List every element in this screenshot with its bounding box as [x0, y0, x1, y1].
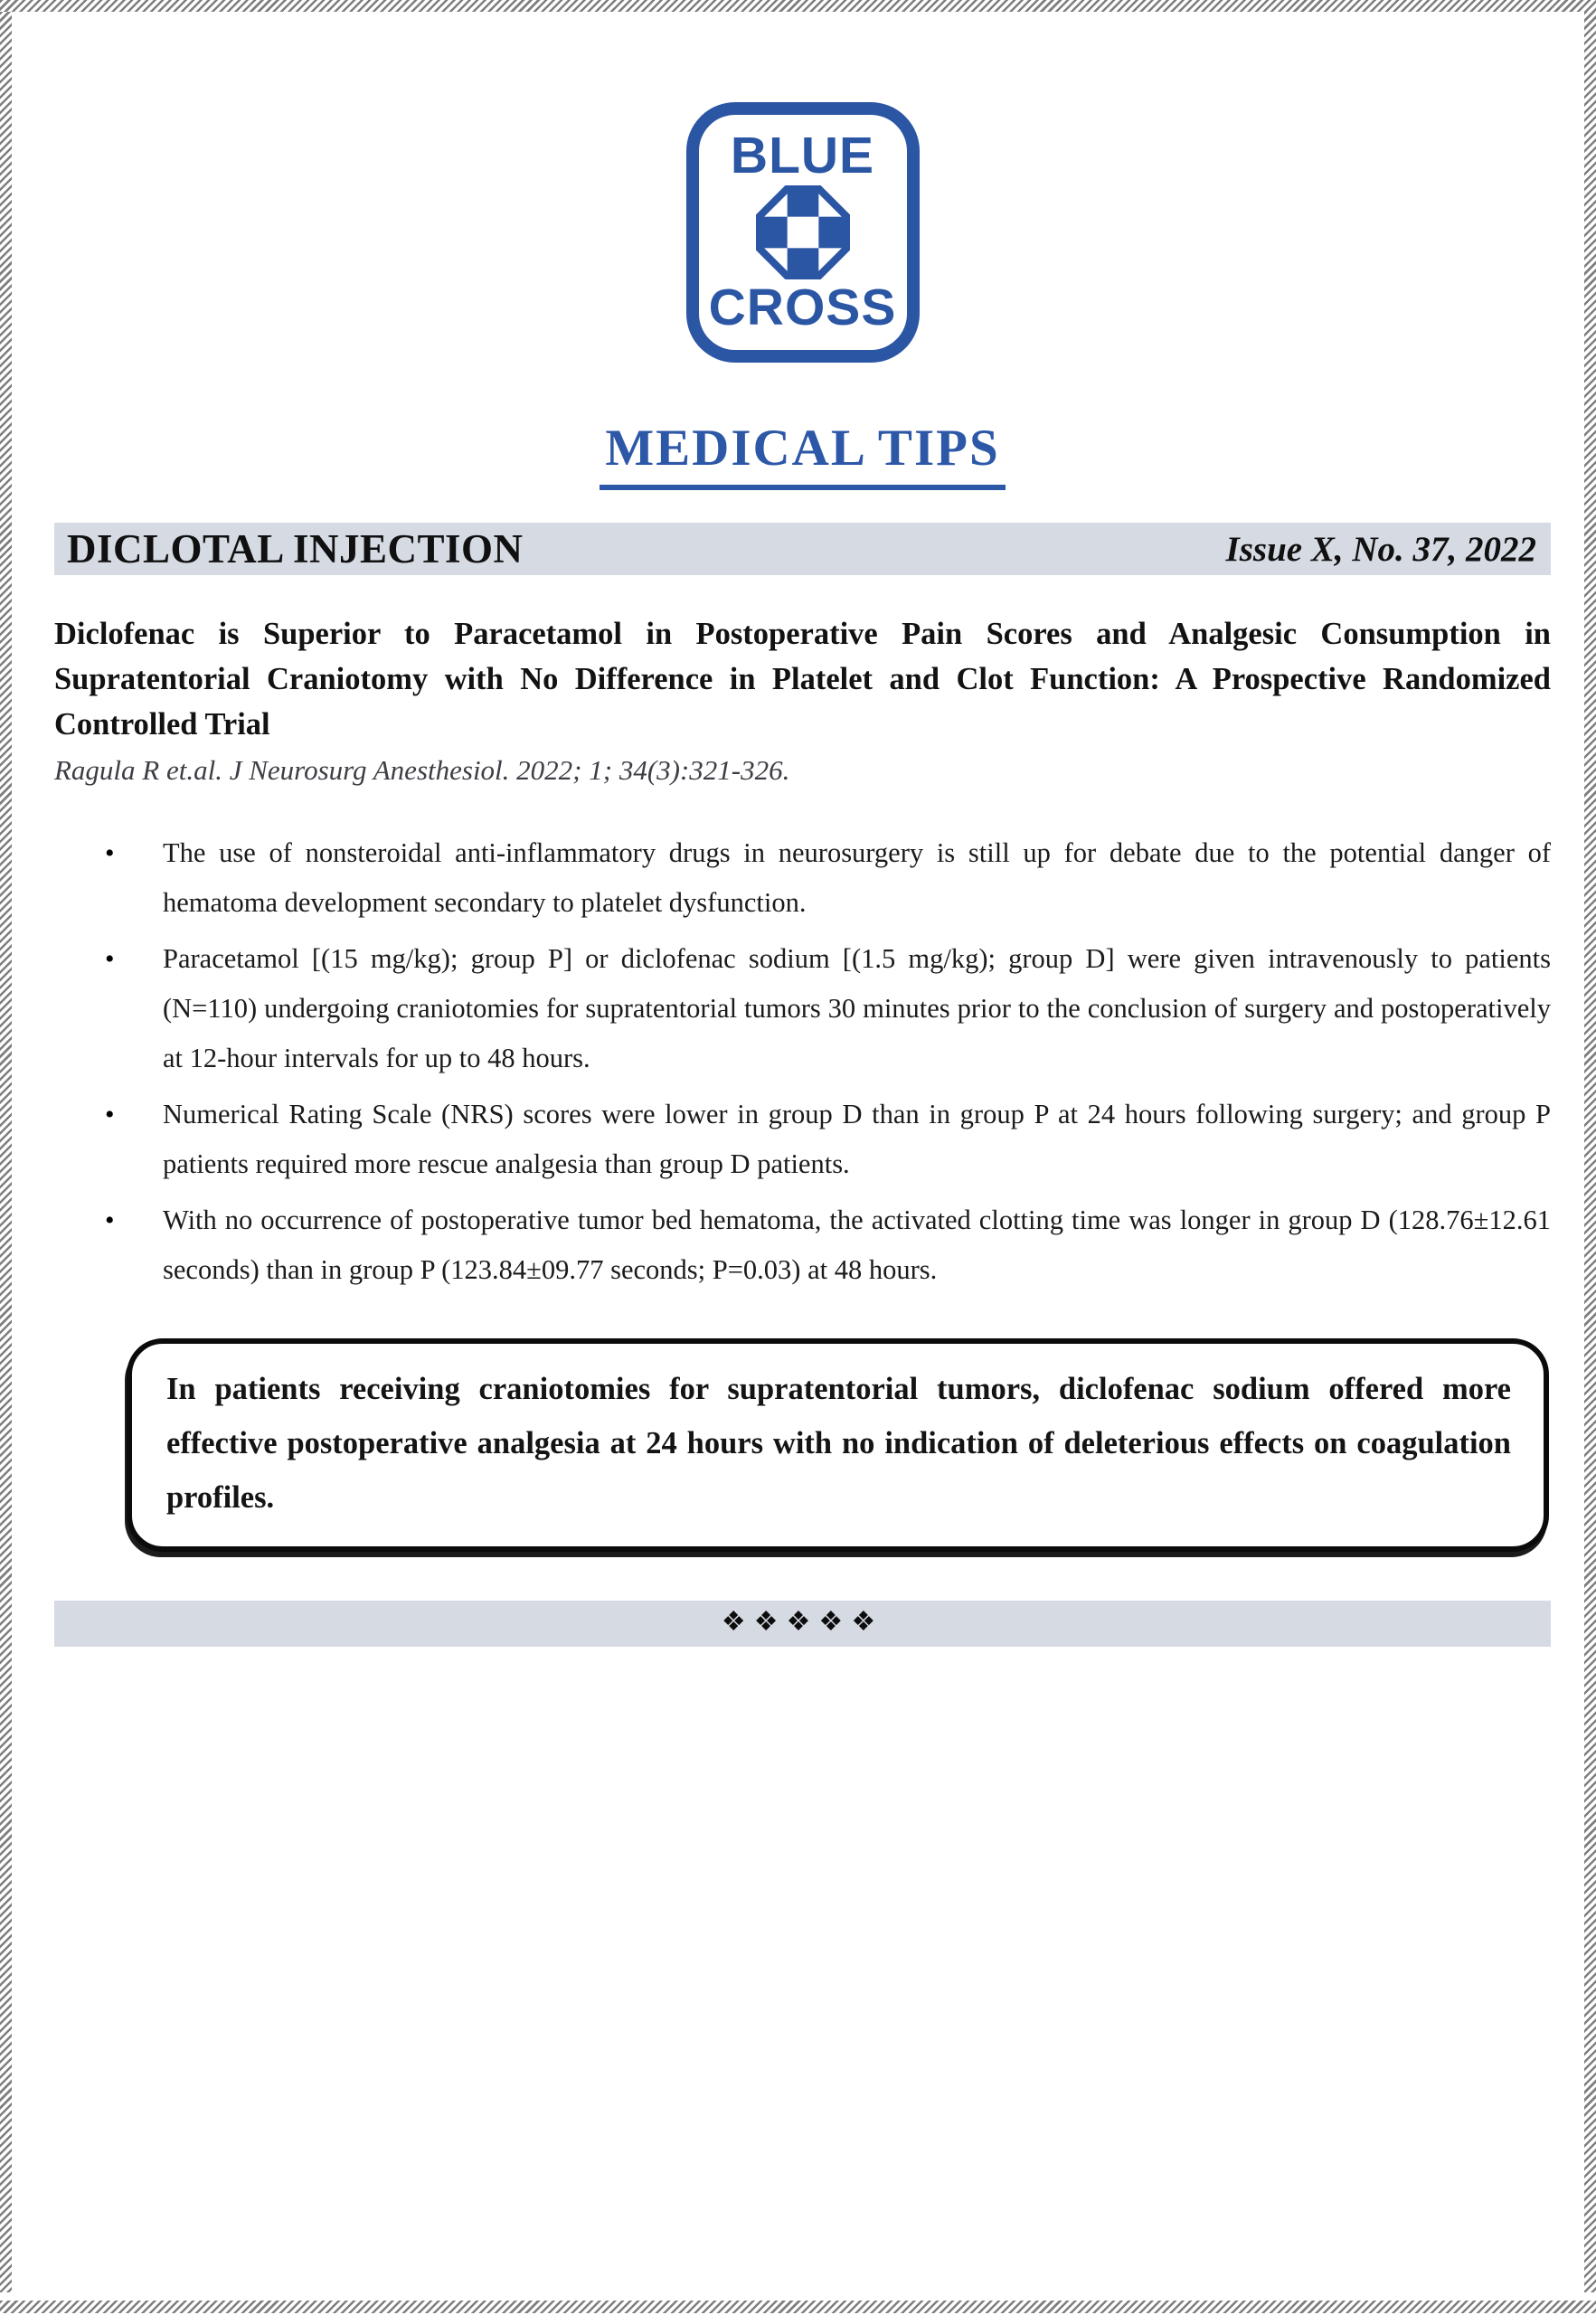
conclusion-text: In patients receiving craniotomies for supratentorial tumors, diclofenac sodium offered more effective postoperative analgesia at 24 hours with no indication of deleterious effects on coagulation profiles.: [166, 1372, 1511, 1515]
bullet-item: [54, 1195, 1551, 1295]
bullet-text: Numerical Rating Scale (NRS) scores were lower in group D than in group P at 24 hours following surgery; and group P patients required more rescue analgesia than group D patients.: [163, 1099, 1551, 1179]
conclusion-box: [127, 1338, 1549, 1552]
product-header-bar: [54, 523, 1551, 575]
striped-border-right: [1584, 12, 1596, 2292]
bullet-icon: •: [105, 838, 115, 868]
article-title: Diclofenac is Superior to Paracetamol in Postoperative Pain Scores and Analgesic Consumption in Supratentorial Craniotomy with No Difference in Platelet and Clot Function: A Prospective Randomized Controlled Trial: [54, 617, 1551, 742]
blue-cross-logo: [686, 102, 920, 363]
bullet-icon: •: [105, 1100, 115, 1129]
bullet-icon: •: [105, 944, 115, 974]
bullet-item: [54, 934, 1551, 1083]
bullet-text: Paracetamol [(15 mg/kg); group P] or diclofenac sodium [(1.5 mg/kg); group D] were given intravenously to patients (N=110) undergoing craniotomies for supratentorial tumors 30 minutes prior to the conclusion of surgery and postoperatively at 12-hour intervals for up to 48 hours.: [163, 943, 1551, 1073]
logo-text-cross: CROSS: [708, 279, 897, 336]
striped-border-bottom: [0, 2301, 1596, 2313]
bullet-text: With no occurrence of postoperative tumor bed hematoma, the activated clotting time was longer in group D (128.76±12.61 seconds) than in group P (123.84±09.77 seconds; P=0.03) at 48 hours.: [163, 1205, 1551, 1285]
bullet-list: [54, 828, 1551, 1295]
diamond-icons: ❖❖❖❖❖: [721, 1607, 884, 1637]
bullet-icon: •: [105, 1205, 115, 1235]
product-name: DICLOTAL INJECTION: [67, 526, 524, 572]
page: [54, 12, 1551, 1647]
article-citation: Ragula R et.al. J Neurosurg Anesthesiol. 2022; 1; 34(3):321-326.: [54, 754, 790, 786]
bullet-item: [54, 1090, 1551, 1189]
blue-cross-emblem-icon: [756, 185, 850, 279]
masthead-title: MEDICAL TIPS: [600, 419, 1005, 490]
striped-border-top: [0, 0, 1596, 12]
masthead: [54, 419, 1551, 490]
bullet-text: The use of nonsteroidal anti-inflammatory drugs in neurosurgery is still up for debate due to the potential danger of hematoma development secondary to platelet dysfunction.: [163, 837, 1551, 918]
logo-text-blue: BLUE: [730, 127, 875, 184]
issue-label: Issue X, No. 37, 2022: [1225, 529, 1536, 569]
diamond-separator-bar: [54, 1601, 1551, 1647]
bullet-item: [54, 828, 1551, 928]
striped-border-left: [0, 12, 12, 2292]
